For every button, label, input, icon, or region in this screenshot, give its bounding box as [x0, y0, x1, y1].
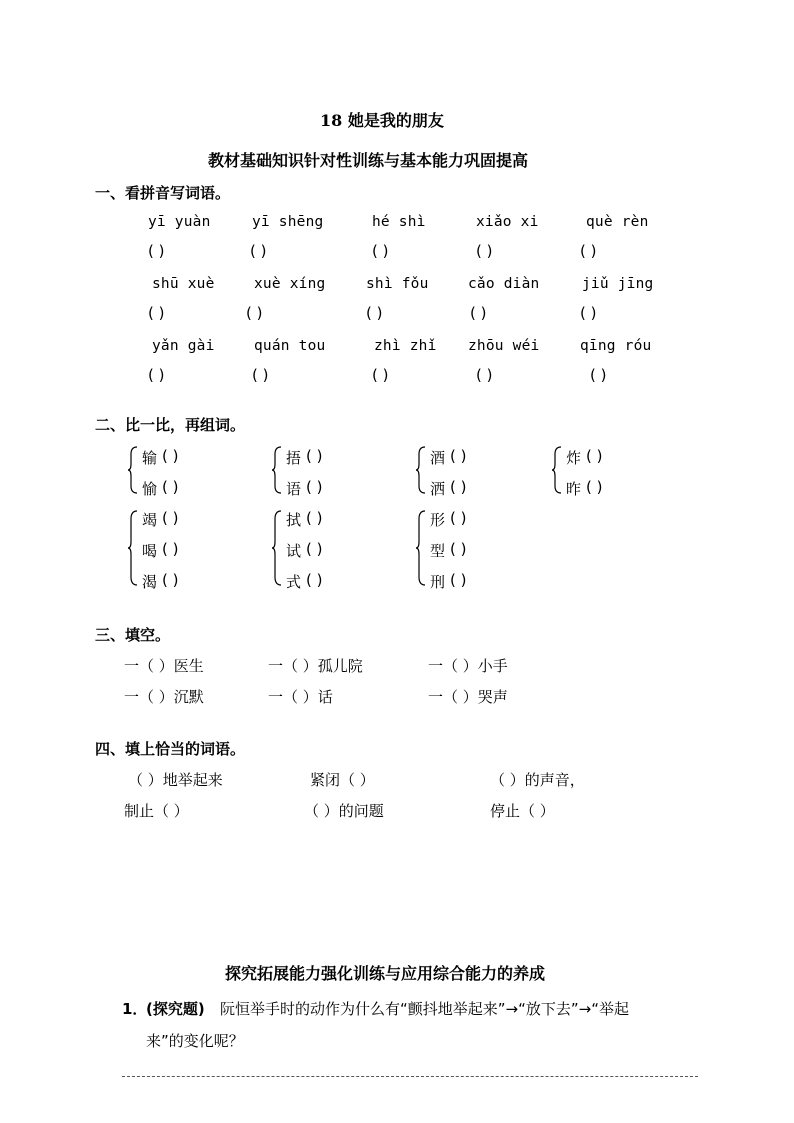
char: 刑: [430, 573, 446, 591]
char: 式: [286, 573, 302, 591]
answer-blank[interactable]: ( ): [450, 540, 467, 558]
pinyin: shì fǒu: [366, 276, 429, 292]
char: 炸: [566, 449, 582, 467]
answer-blank[interactable]: ( ): [590, 366, 607, 384]
answer-blank[interactable]: ( ): [450, 571, 467, 589]
fill-item[interactable]: （ ）的问题: [304, 802, 384, 820]
answer-blank[interactable]: ( ): [162, 478, 179, 496]
answer-blank[interactable]: ( ): [162, 540, 179, 558]
part1-heading: 教材基础知识针对性训练与基本能力巩固提高: [208, 151, 529, 170]
brace-icon: [272, 446, 282, 494]
pinyin: xuè xíng: [254, 276, 326, 292]
lesson-title: 18 她是我的朋友: [320, 111, 444, 130]
pinyin: yǎn gài: [152, 338, 215, 354]
brace-icon: [272, 510, 282, 586]
pinyin: hé shì: [372, 214, 426, 230]
answer-blank[interactable]: ( ): [148, 242, 165, 260]
pinyin: jiǔ jīng: [582, 276, 654, 292]
char: 捂: [286, 449, 302, 467]
char: 语: [286, 480, 302, 498]
answer-line[interactable]: [122, 1076, 698, 1077]
fill-item[interactable]: 一（ ）沉默: [124, 688, 204, 706]
pinyin: shū xuè: [152, 276, 215, 292]
char: 渴: [142, 573, 158, 591]
answer-blank[interactable]: ( ): [162, 571, 179, 589]
answer-blank[interactable]: ( ): [246, 304, 263, 322]
answer-blank[interactable]: ( ): [250, 242, 267, 260]
answer-blank[interactable]: ( ): [586, 447, 603, 465]
answer-blank[interactable]: ( ): [476, 242, 493, 260]
answer-blank[interactable]: ( ): [470, 304, 487, 322]
brace-icon: [552, 446, 562, 494]
question-text: 阮恒举手时的动作为什么有“颤抖地举起来”→“放下去”→“举起: [220, 1000, 629, 1018]
question-number: 1．: [122, 1000, 148, 1018]
char: 喝: [142, 542, 158, 560]
answer-blank[interactable]: ( ): [148, 366, 165, 384]
fill-item[interactable]: 停止（ ）: [490, 802, 555, 820]
q4-title: 四、填上恰当的词语。: [95, 740, 246, 758]
fill-item[interactable]: 制止（ ）: [124, 802, 189, 820]
fill-item[interactable]: 一（ ）医生: [124, 657, 204, 675]
pinyin: yī shēng: [252, 214, 324, 230]
question-text: 来”的变化呢？: [146, 1032, 244, 1050]
answer-blank[interactable]: ( ): [476, 366, 493, 384]
answer-blank[interactable]: ( ): [586, 478, 603, 496]
part2-heading: 探究拓展能力强化训练与应用综合能力的养成: [225, 964, 546, 983]
fill-item[interactable]: （ ）地举起来: [128, 771, 223, 789]
answer-blank[interactable]: ( ): [306, 447, 323, 465]
fill-item[interactable]: （ ）的声音，: [490, 771, 585, 789]
q1-title: 一、看拼音写词语。: [95, 184, 231, 202]
fill-item[interactable]: 一（ ）孤儿院: [268, 657, 363, 675]
answer-blank[interactable]: ( ): [450, 447, 467, 465]
pinyin: cǎo diàn: [468, 276, 540, 292]
answer-blank[interactable]: ( ): [372, 366, 389, 384]
question-tag: (探究题): [146, 1000, 205, 1018]
answer-blank[interactable]: ( ): [372, 242, 389, 260]
char: 昨: [566, 480, 582, 498]
pinyin: zhì zhǐ: [374, 338, 437, 354]
q3-title: 三、填空。: [95, 626, 171, 644]
pinyin: què rèn: [586, 214, 649, 230]
fill-item[interactable]: 紧闭（ ）: [310, 771, 375, 789]
answer-blank[interactable]: ( ): [148, 304, 165, 322]
char: 试: [286, 542, 302, 560]
answer-blank[interactable]: ( ): [162, 447, 179, 465]
char: 型: [430, 542, 446, 560]
char: 洒: [430, 480, 446, 498]
char: 拭: [286, 511, 302, 529]
answer-blank[interactable]: ( ): [366, 304, 383, 322]
answer-blank[interactable]: ( ): [580, 242, 597, 260]
pinyin: quán tou: [254, 338, 326, 354]
answer-blank[interactable]: ( ): [306, 571, 323, 589]
answer-blank[interactable]: ( ): [306, 478, 323, 496]
pinyin: xiǎo xi: [476, 214, 539, 230]
answer-blank[interactable]: ( ): [252, 366, 269, 384]
answer-blank[interactable]: ( ): [580, 304, 597, 322]
q2-title: 二、比一比，再组词。: [95, 416, 246, 434]
char: 竭: [142, 511, 158, 529]
fill-item[interactable]: 一（ ）小手: [428, 657, 508, 675]
char: 愉: [142, 480, 158, 498]
answer-blank[interactable]: ( ): [450, 478, 467, 496]
char: 酒: [430, 449, 446, 467]
char: 输: [142, 449, 158, 467]
answer-blank[interactable]: ( ): [306, 540, 323, 558]
brace-icon: [128, 510, 138, 586]
char: 形: [430, 511, 446, 529]
answer-blank[interactable]: ( ): [450, 509, 467, 527]
brace-icon: [416, 510, 426, 586]
answer-blank[interactable]: ( ): [162, 509, 179, 527]
fill-item[interactable]: 一（ ）哭声: [428, 688, 508, 706]
fill-item[interactable]: 一（ ）话: [268, 688, 333, 706]
brace-icon: [128, 446, 138, 494]
pinyin: zhōu wéi: [468, 338, 540, 354]
pinyin: yī yuàn: [148, 214, 211, 230]
pinyin: qīng róu: [580, 338, 652, 354]
answer-blank[interactable]: ( ): [306, 509, 323, 527]
brace-icon: [416, 446, 426, 494]
